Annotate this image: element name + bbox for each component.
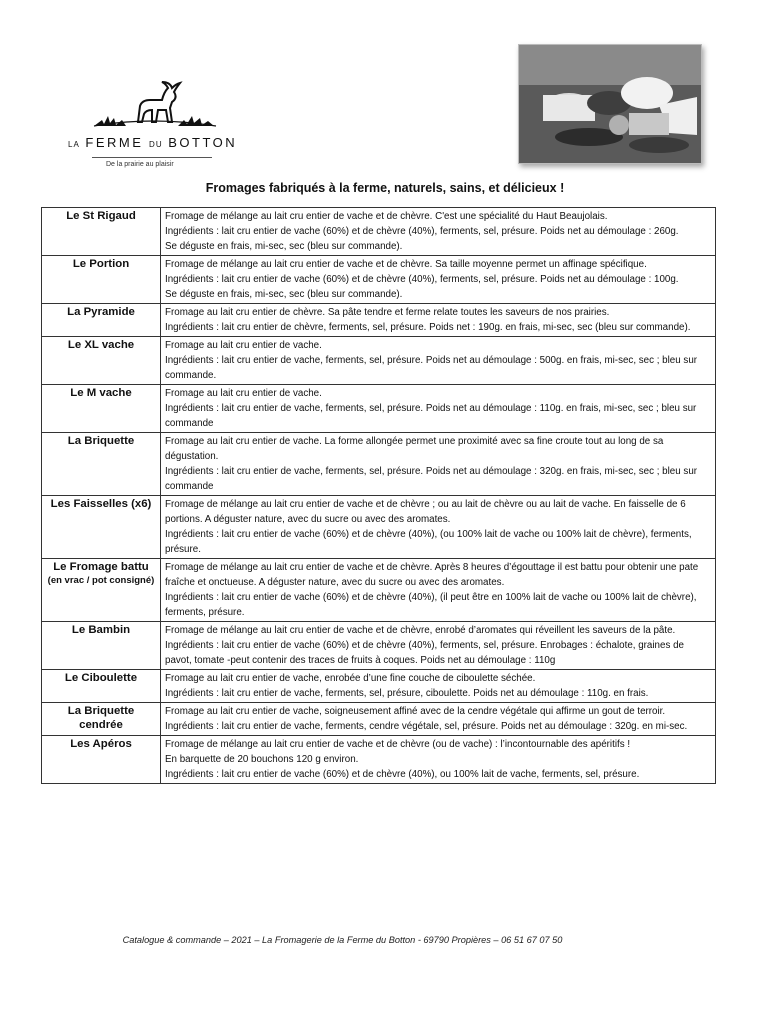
table-row [42, 337, 716, 385]
description-line: Ingrédients : lait cru entier de vache (60%) et de chèvre (40%), ferments, sel, présure. Poids net au démoulage : 260g. [165, 226, 679, 237]
cheese-name-cell [42, 622, 161, 670]
table-row [42, 304, 716, 337]
table-row [42, 670, 716, 703]
description-line: Fromage de mélange au lait cru entier de vache et de chèvre. Sa taille moyenne permet un affinage spécifique. [165, 259, 647, 270]
page-title: Fromages fabriqués à la ferme, naturels, sains, et délicieux ! [205, 181, 565, 195]
cheese-name: Le Ciboulette [64, 672, 138, 684]
cheese-description [161, 496, 716, 559]
cheese-description [161, 208, 716, 256]
description-line: Fromage au lait cru entier de vache. La forme allongée permet une proximité avec sa fine croute tout au long de sa dégustation. [165, 436, 664, 462]
cheese-name: Les Apéros [70, 738, 132, 750]
cheese-description [161, 256, 716, 304]
description-line: Fromage de mélange au lait cru entier de vache et de chèvre ; ou au lait de chèvre ou au lait de vache. En faisselle de 6 portions. A déguster nature, avec du sucre ou avec des aromates. [165, 499, 686, 525]
table-row [42, 736, 716, 784]
brand-botton: BOTTON [168, 135, 238, 150]
table-row [42, 385, 716, 433]
brand-ferme: FERME [85, 135, 144, 150]
description-line: Ingrédients : lait cru entier de vache (60%) et de chèvre (40%), (ou 100% lait de vache ou 100% lait de chèvre), ferments, présure. [165, 529, 692, 555]
description-line: Fromage de mélange au lait cru entier de vache et de chèvre (ou de vache) : l’incontournable des apéritifs ! [165, 739, 631, 750]
cheese-description [161, 736, 716, 784]
cheese-name-cell [42, 304, 161, 337]
table-row [42, 256, 716, 304]
description-line: Se déguste en frais, mi-sec, sec (bleu sur commande). [165, 241, 403, 252]
description-line: Ingrédients : lait cru entier de vache, ferments, sel, présure. Poids net au démoulage : 500g. en frais, mi-sec, sec ; bleu sur commande. [165, 355, 698, 381]
description-line: Ingrédients : lait cru entier de vache (60%) et de chèvre (40%), ou 100% lait de vache, ferments, sel, présure. [165, 769, 640, 780]
table-row [42, 208, 716, 256]
cheese-name: Le St Rigaud [66, 210, 136, 222]
cheese-description [161, 559, 716, 622]
cheese-name: Le Fromage battu [53, 561, 149, 573]
tagline-rule [92, 157, 212, 158]
cheese-description [161, 337, 716, 385]
cheese-name: La Pyramide [67, 306, 135, 318]
description-line: Ingrédients : lait cru entier de vache, ferments, sel, présure, ciboulette. Poids net au démoulage : 110g. en frais. [165, 688, 649, 699]
brand-du: DU [149, 140, 163, 149]
cheese-name-cell [42, 559, 161, 622]
cheese-name-cell [42, 385, 161, 433]
description-line: Ingrédients : lait cru entier de vache, ferments, sel, présure. Poids net au démoulage : 320g. en frais, mi-sec, sec ; bleu sur commande [165, 466, 698, 492]
cheese-name-cell [42, 256, 161, 304]
cheese-name: Le Bambin [71, 624, 131, 636]
cheese-name: Le Portion [72, 258, 130, 270]
farm-logo [62, 80, 242, 175]
table-row [42, 559, 716, 622]
table-row [42, 496, 716, 559]
cheese-photo [518, 44, 702, 164]
cheese-description [161, 433, 716, 496]
cheese-name-cell [42, 670, 161, 703]
cheese-name-cell [42, 496, 161, 559]
cheese-name-cell [42, 703, 161, 736]
table-row [42, 703, 716, 736]
brand-name [68, 135, 237, 150]
cheese-name: Le XL vache [67, 339, 135, 351]
cheese-description [161, 670, 716, 703]
table-row [42, 622, 716, 670]
cheese-description [161, 304, 716, 337]
description-line: Ingrédients : lait cru entier de vache, ferments, cendre végétale, sel, présure. Poids net au démoulage : 320g. en mi-sec. [165, 721, 688, 732]
description-line: Ingrédients : lait cru entier de vache (60%) et de chèvre (40%), ferments, sel, présure. Enrobages : échalote, graines de pavot, tomate -peut contenir des traces de fruits à coques. Poids net au démoulage : 110g [165, 640, 684, 666]
cheese-name-cell [42, 208, 161, 256]
description-line: Fromage au lait cru entier de chèvre. Sa pâte tendre et ferme relate toutes les saveurs de nos prairies. [165, 307, 610, 318]
description-line: Ingrédients : lait cru entier de vache (60%) et de chèvre (40%), (il peut être en 100% lait de vache ou 100% lait de chèvre), ferments, présure. [165, 592, 697, 618]
cheese-name-cell [42, 736, 161, 784]
description-line: Ingrédients : lait cru entier de chèvre, ferments, sel, présure. Poids net : 190g. en frais, mi-sec, sec (bleu sur commande). [165, 322, 691, 333]
description-line: Fromage au lait cru entier de vache. [165, 340, 322, 351]
cheese-description [161, 622, 716, 670]
cheese-name-cell [42, 433, 161, 496]
description-line: Fromage de mélange au lait cru entier de vache et de chèvre. C'est une spécialité du Haut Beaujolais. [165, 211, 608, 222]
description-line: Ingrédients : lait cru entier de vache (60%) et de chèvre (40%), ferments, sel, présure. Poids net au démoulage : 100g. [165, 274, 679, 285]
description-line: Fromage au lait cru entier de vache, soigneusement affiné avec de la cendre végétale qui affirme un gout de terroir. [165, 706, 666, 717]
brand-la: LA [68, 140, 80, 149]
cheese-table [41, 207, 716, 784]
cheese-name-cell [42, 337, 161, 385]
description-line: Ingrédients : lait cru entier de vache, ferments, sel, présure. Poids net au démoulage : 110g. en frais, mi-sec, sec ; bleu sur commande [165, 403, 697, 429]
cheese-name: Le M vache [70, 387, 132, 399]
description-line: Se déguste en frais, mi-sec, sec (bleu sur commande). [165, 289, 403, 300]
footer: Catalogue & commande – 2021 – La Fromagerie de la Ferme du Botton - 69790 Propières – 06 51 67 07 50 [122, 935, 563, 945]
cheese-description [161, 385, 716, 433]
tagline: De la prairie au plaisir [106, 161, 174, 168]
table-row [42, 433, 716, 496]
goat-logo-icon [92, 80, 222, 132]
cheese-name: La Briquette [67, 435, 135, 447]
description-line: Fromage de mélange au lait cru entier de vache et de chèvre. Après 8 heures d’égouttage il est battu pour obtenir une pate fraîche et onctueuse. A déguster nature, avec du sucre ou avec des aromates. [165, 562, 699, 588]
cheese-name: La Briquette cendrée [67, 705, 135, 731]
description-line: Fromage au lait cru entier de vache, enrobée d’une fine couche de ciboulette séchée. [165, 673, 536, 684]
cheese-name-sub: (en vrac / pot consigné) [47, 575, 155, 586]
cheese-description [161, 703, 716, 736]
description-line: En barquette de 20 bouchons 120 g environ. [165, 754, 359, 765]
description-line: Fromage de mélange au lait cru entier de vache et de chèvre, enrobé d’aromates qui réveillent les saveurs de la pâte. [165, 625, 676, 636]
cheese-name: Les Faisselles (x6) [50, 498, 152, 510]
description-line: Fromage au lait cru entier de vache. [165, 388, 322, 399]
